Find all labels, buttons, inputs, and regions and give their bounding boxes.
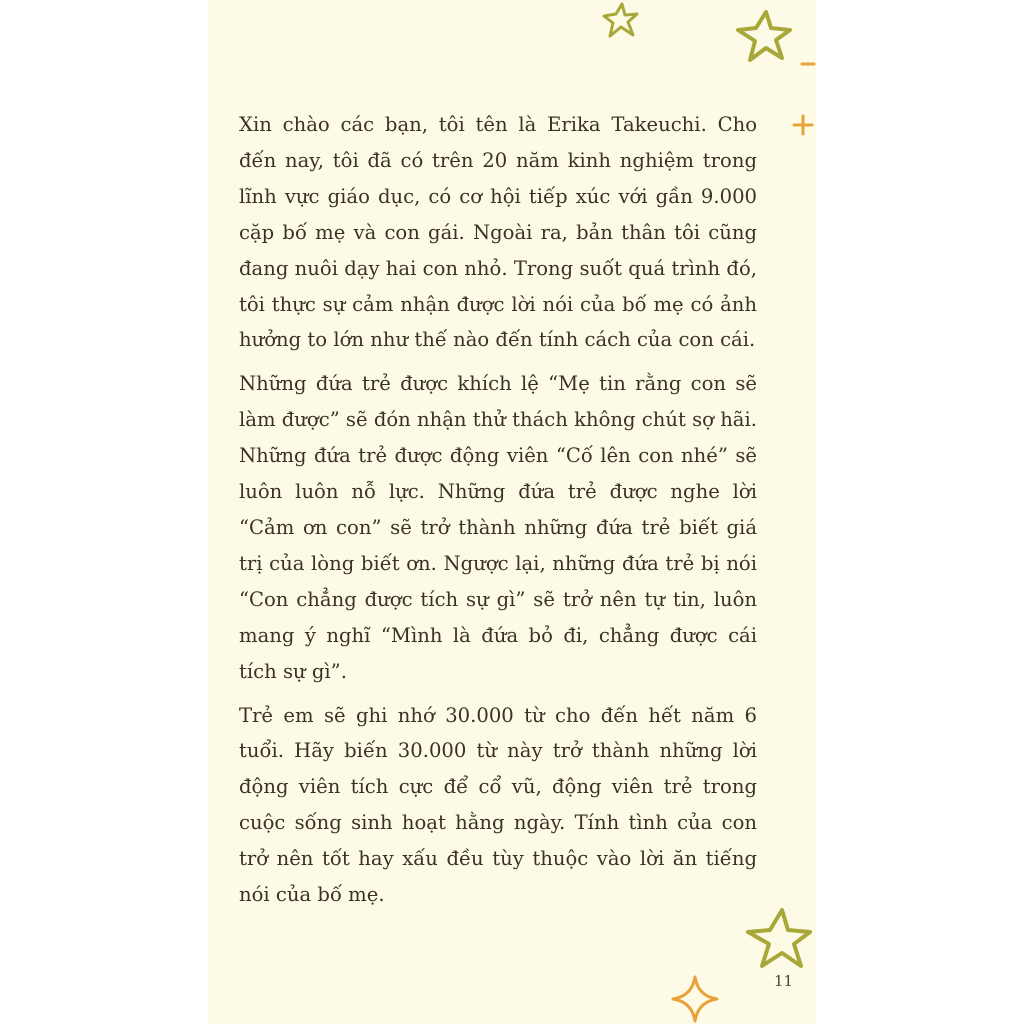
paragraph: Xin chào các bạn, tôi tên là Erika Takeuchi. Cho đến nay, tôi đã có trên 20 năm kinh nghiệm trong lĩnh vực giáo dục, có cơ hội tiếp xúc với gần 9.000 cặp bố mẹ và con gái. Ngoài ra, bản thân tôi cũng đang nuôi dạy hai con nhỏ. Trong suốt quá trình đó, tôi thực sự cảm nhận được lời nói của bố mẹ có ảnh hưởng to lớn như thế nào đến tính cách của con cái. xyxy=(239,113,757,352)
page-number: 11 xyxy=(774,972,794,990)
body-text xyxy=(239,107,757,921)
sparkle-icon xyxy=(800,56,816,72)
star-outline-icon xyxy=(598,2,642,40)
sparkle-icon xyxy=(670,974,720,1024)
sparkle-icon xyxy=(792,114,814,136)
paragraph: Trẻ em sẽ ghi nhớ 30.000 từ cho đến hết năm 6 tuổi. Hãy biến 30.000 từ này trở thành những lời động viên tích cực để cổ vũ, động viên trẻ trong cuộc sống sinh hoạt hằng ngày. Tính tình của con trở nên tốt hay xấu đều tùy thuộc vào lời ăn tiếng nói của bố mẹ. xyxy=(239,703,757,907)
paragraph: Những đứa trẻ được khích lệ “Mẹ tin rằng con sẽ làm được” sẽ đón nhận thử thách không chút sợ hãi. Những đứa trẻ được động viên “Cố lên con nhé” sẽ luôn luôn nỗ lực. Những đứa trẻ được nghe lời “Cảm ơn con” sẽ trở thành những đứa trẻ biết giá trị của lòng biết ơn. Ngược lại, những đứa trẻ bị nói “Con chẳng được tích sự gì” sẽ trở nên tự tin, luôn mang ý nghĩ “Mình là đứa bỏ đi, chẳng được cái tích sự gì”. xyxy=(239,372,757,683)
star-outline-icon xyxy=(744,906,816,970)
book-page xyxy=(208,0,816,1024)
star-outline-icon xyxy=(734,8,796,64)
